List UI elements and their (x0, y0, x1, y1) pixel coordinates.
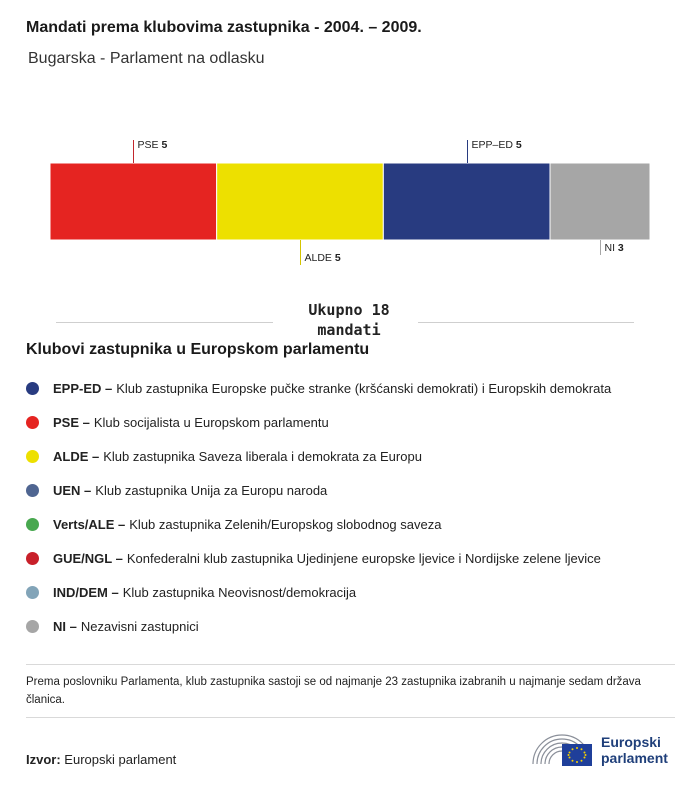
legend-dot (26, 518, 39, 531)
legend-text: Klub socijalista u Europskom parlamentu (93, 414, 329, 430)
legend-dot (26, 382, 39, 395)
legend-dot (26, 552, 39, 565)
legend-text: Klub zastupnika Europske pučke stranke (kršćanski demokrati) i Europskih demokrata (116, 380, 612, 396)
legend-item-alde (26, 439, 686, 473)
total-seats-label (274, 300, 424, 340)
data-label-ni: NI 3 (604, 242, 624, 254)
source-line (26, 752, 176, 767)
legend-abbr: GUE/NGL – (53, 550, 123, 566)
logo-text (601, 734, 668, 766)
legend-dot (26, 586, 39, 599)
data-label-pse: PSE 5 (137, 139, 168, 151)
legend-abbr: IND/DEM – (53, 584, 119, 600)
legend-text: Konfederalni klub zastupnika Ujedinjene europske ljevice i Nordijske zelene ljevice (126, 550, 601, 566)
legend-item-verts-ale (26, 507, 686, 541)
legend-abbr: EPP-ED – (53, 380, 113, 396)
legend-text: Klub zastupnika Unija za Europu naroda (95, 482, 328, 498)
legend-text: Klub zastupnika Saveza liberala i demokrata za Europu (103, 448, 422, 464)
bar-segment-epp-ed (383, 163, 550, 240)
legend-text: Klub zastupnika Neovisnost/demokracija (122, 584, 357, 600)
legend-abbr: ALDE – (53, 448, 100, 464)
bar-segment-ni (550, 163, 650, 240)
legend-item-pse (26, 405, 686, 439)
stacked-bar-chart (0, 130, 700, 270)
legend-dot (26, 450, 39, 463)
footer-note: Prema poslovniku Parlamenta, klub zastupnika sastoji se od najmanje 23 zastupnika izabranih u najmanje sedam država članica. (26, 676, 641, 706)
legend-abbr: Verts/ALE – (53, 516, 126, 532)
legend-text: Klub zastupnika Zelenih/Europskog slobodnog saveza (129, 516, 442, 532)
legend-title: Klubovi zastupnika u Europskom parlamentu (26, 341, 370, 358)
logo-text-line1: Europski (601, 734, 661, 750)
legend-item-epp-ed (26, 371, 686, 405)
total-divider-right (418, 322, 634, 323)
legend-abbr: UEN – (53, 482, 92, 498)
legend-dot (26, 620, 39, 633)
european-parliament-logo (529, 728, 679, 768)
total-divider-left (56, 322, 273, 323)
legend-abbr: PSE – (53, 414, 90, 430)
chart-title: Mandati prema klubovima zastupnika - 2004. – 2009. (26, 19, 422, 36)
legend-item-gue-ngl (26, 541, 686, 575)
bar-segment-pse (50, 163, 217, 240)
legend-dot (26, 416, 39, 429)
source-text: Europski parlament (64, 752, 177, 767)
hemicycle-flag-icon (529, 728, 595, 768)
legend-text: Nezavisni zastupnici (80, 618, 199, 634)
data-label-alde: ALDE 5 (304, 252, 341, 264)
logo-text-line2: parlament (601, 750, 668, 766)
legend-item-ni (26, 609, 686, 643)
total-seats-line1: Ukupno 18 (308, 301, 390, 319)
legend-item-ind-dem (26, 575, 686, 609)
chart-subtitle: Bugarska - Parlament na odlasku (28, 50, 265, 67)
total-seats-line2: mandati (317, 321, 381, 339)
legend-item-uen (26, 473, 686, 507)
legend-abbr: NI – (53, 618, 77, 634)
footer-divider-bottom (26, 717, 675, 718)
footer-divider-top (26, 664, 675, 665)
bar-segment-alde (217, 163, 384, 240)
legend (26, 371, 686, 643)
data-label-epp-ed: EPP–ED 5 (471, 139, 522, 151)
legend-dot (26, 484, 39, 497)
source-label: Izvor: (26, 752, 61, 767)
